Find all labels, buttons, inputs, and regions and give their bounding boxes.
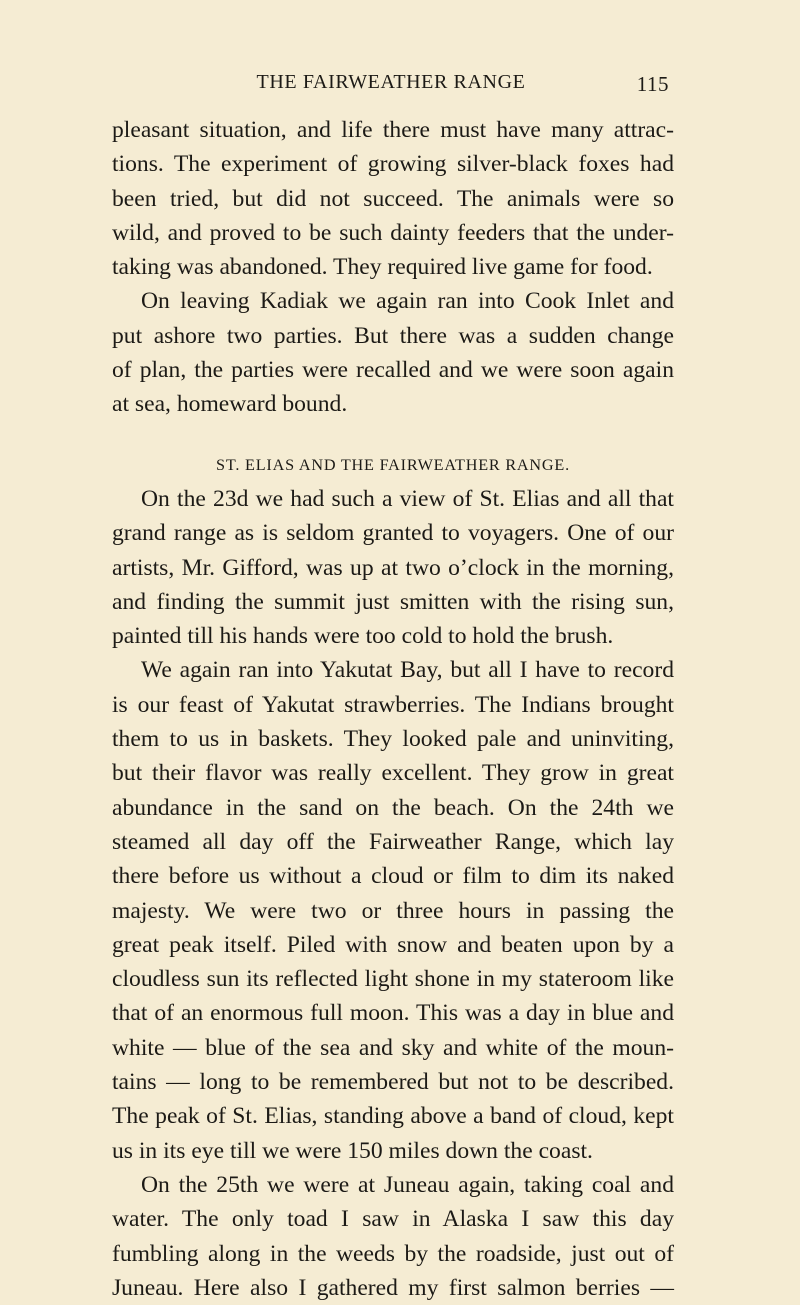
text-line: taking was abandoned. They required live game for food.: [112, 254, 653, 281]
text-line: is our feast of Yakutat strawberries. The Indians brought: [112, 691, 674, 718]
text-line: On the 23d we had such a view of St. Elias and all that: [141, 485, 674, 512]
text-line: water. The only toad I saw in Alaska I saw this day: [112, 1206, 674, 1233]
text-line: pleasant situation, and life there must have many attrac-: [112, 117, 674, 143]
text-line: On leaving Kadiak we again ran into Cook Inlet and: [141, 288, 674, 315]
text-line: artists, Mr. Gifford, was up at two o’clock in the morning,: [112, 554, 674, 581]
text-line: tains — long to be remembered but not to be described.: [112, 1069, 674, 1096]
text-line: tions. The experiment of growing silver-black foxes had: [112, 151, 674, 178]
text-line: great peak itself. Piled with snow and beaten upon by a: [112, 931, 674, 958]
text-line: there before us without a cloud or film to dim its naked: [112, 863, 674, 890]
text-line: wild, and proved to be such dainty feeders that the under-: [112, 219, 674, 246]
text-line: white — blue of the sea and sky and white of the moun-: [112, 1034, 674, 1061]
paragraph: [112, 113, 674, 284]
text-line: been tried, but did not succeed. The animals were so: [112, 185, 674, 212]
page-number: 115: [636, 72, 669, 96]
text-line: fumbling along in the weeds by the roadside, just out of: [112, 1240, 674, 1267]
text-line: and finding the summit just smitten with the rising sun,: [112, 588, 674, 615]
running-title: THE FAIRWEATHER RANGE: [256, 71, 526, 93]
text-line: us in its eye till we were 150 miles down the coast.: [112, 1137, 593, 1164]
text-line: at sea, homeward bound.: [112, 391, 348, 418]
paragraph: [112, 653, 674, 1167]
text-line: steamed all day off the Fairweather Range, which lay: [112, 828, 674, 855]
section-heading: ST. ELIAS AND THE FAIRWEATHER RANGE.: [216, 455, 570, 474]
running-head: [113, 71, 669, 101]
text-line: Juneau. Here also I gathered my first salmon berries —: [112, 1274, 674, 1301]
text-line: of plan, the parties were recalled and we were soon again: [112, 357, 674, 384]
paragraph: [112, 1168, 674, 1305]
text-line: but their flavor was really excellent. They grow in great: [112, 760, 674, 787]
text-line: We again ran into Yakutat Bay, but all I have to record: [141, 657, 674, 684]
text-line: put ashore two parties. But there was a sudden change: [112, 322, 674, 349]
text-line: The peak of St. Elias, standing above a band of cloud, kept: [112, 1103, 674, 1130]
text-line: that of an enormous full moon. This was a day in blue and: [112, 1000, 674, 1027]
text-line: grand range as is seldom granted to voyagers. One of our: [112, 520, 674, 547]
text-line: them to us in baskets. They looked pale and uninviting,: [112, 726, 674, 753]
text-line: cloudless sun its reflected light shone in my stateroom like: [112, 966, 674, 993]
text-line: On the 25th we were at Juneau again, taking coal and: [141, 1171, 674, 1198]
text-line: painted till his hands were too cold to hold the brush.: [112, 623, 614, 650]
body-text: [112, 113, 674, 1305]
paragraph: [112, 284, 674, 421]
paragraph: [112, 482, 674, 653]
text-line: abundance in the sand on the beach. On the 24th we: [112, 794, 674, 821]
text-line: majesty. We were two or three hours in passing the: [112, 897, 674, 924]
